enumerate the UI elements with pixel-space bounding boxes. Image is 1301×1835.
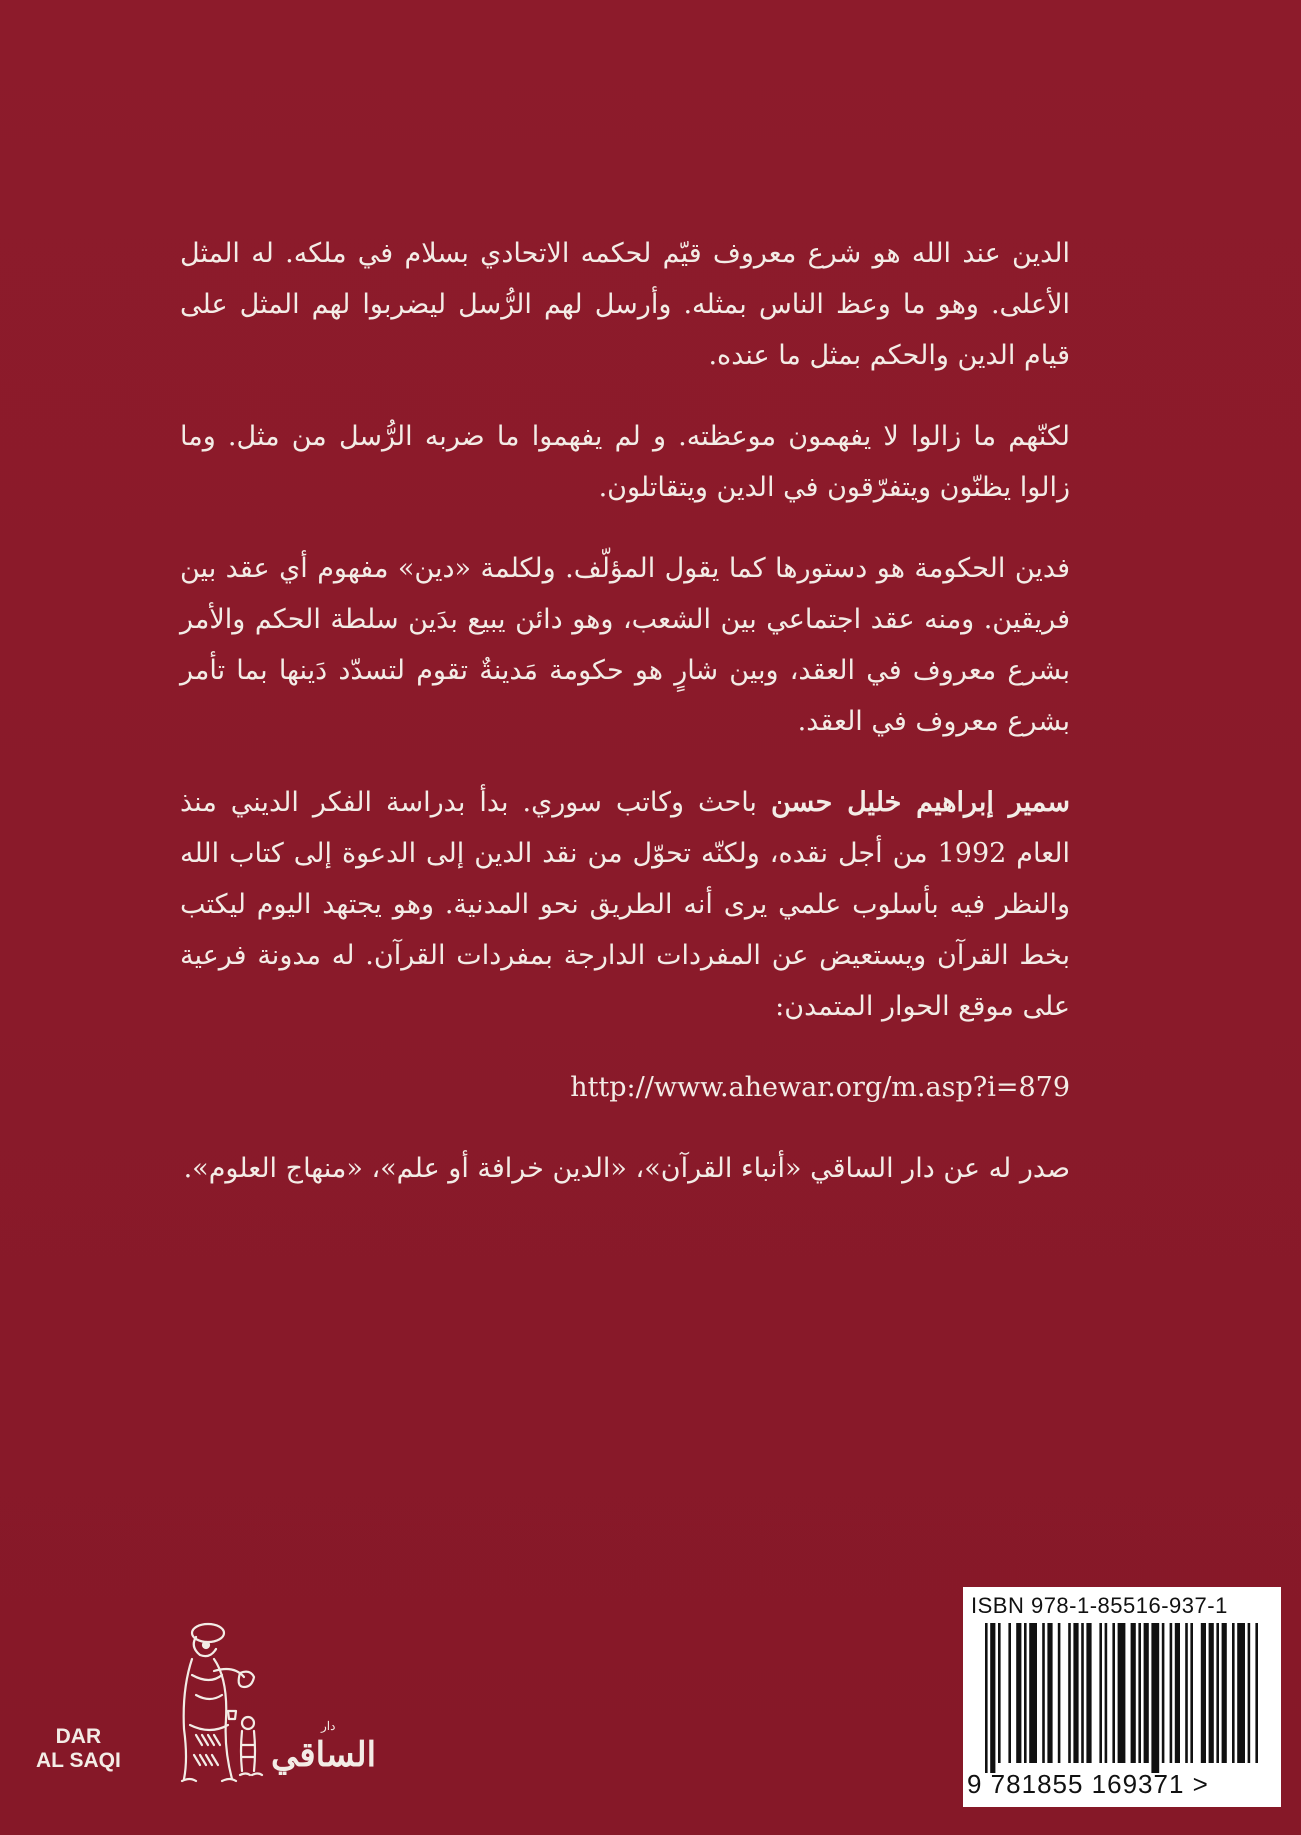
- barcode-bar: [1201, 1623, 1206, 1763]
- isbn-barcode: [963, 1587, 1281, 1807]
- saqi-figure-icon: [156, 1615, 276, 1790]
- barcode-bar: [985, 1623, 988, 1773]
- barcode-bar: [1162, 1623, 1165, 1763]
- barcode-digits: 9 781855 169371 >: [967, 1769, 1209, 1799]
- author-blog-url: http://www.ahewar.org/m.asp?i=879: [570, 1072, 1070, 1103]
- barcode-bar: [1175, 1623, 1180, 1763]
- blurb-paragraph-3: فدين الحكومة هو دستورها كما يقول المؤلّف. ولكلمة «دين» مفهوم أي عقد بين فريقين. ومنه عقد اجتماعي بين الشعب، وهو دائن يبيع بدَين سلطة الحكم والأمر بشرع معروف في العقد، وبين شارٍ هو حكومة مَدينةٌ تقوم لتسدّد دَينها بما تأمر بشرع معروف في العقد.: [180, 553, 1070, 737]
- barcode-bar: [1216, 1623, 1219, 1763]
- author-bio-text: باحث وكاتب سوري. بدأ بدراسة الفكر الديني منذ العام 1992 من أجل نقده، ولكنّه تحوّل من نقد الدين إلى الدعوة إلى كتاب الله والنظر فيه بأسلوب علمي يرى أنه الطريق نحو المدنية. وهو يجتهد اليوم ليكتب بخط القرآن ويستعيض عن المفردات الدارجة بمفردات القرآن. له مدونة فرعية على موقع الحوار المتمدن:: [180, 787, 1070, 1022]
- barcode-bar: [1099, 1623, 1102, 1763]
- barcode-bar: [1086, 1623, 1091, 1763]
- publisher-latin-line-2: AL SAQI: [36, 1749, 121, 1772]
- barcode-bars: [971, 1623, 1271, 1773]
- barcode-bar: [1232, 1623, 1235, 1763]
- barcode-bar: [1209, 1623, 1214, 1763]
- publisher-arabic-name: الساقي: [271, 1735, 377, 1775]
- barcode-bar: [1255, 1623, 1258, 1763]
- barcode-bar: [1185, 1623, 1188, 1763]
- barcode-bar: [1237, 1623, 1245, 1763]
- publisher-logo: [36, 1615, 377, 1805]
- barcode-bar: [1190, 1623, 1193, 1763]
- publisher-latin-name: [36, 1725, 121, 1773]
- barcode-bar: [1118, 1623, 1126, 1763]
- publisher-arabic-prefix: دار: [321, 1719, 336, 1733]
- barcode-bar: [998, 1623, 1001, 1763]
- barcode-bar: [1105, 1623, 1108, 1763]
- barcode-bar: [1058, 1623, 1061, 1763]
- barcode-bar: [1131, 1623, 1136, 1763]
- blurb-paragraph-2: لكنّهم ما زالوا لا يفهمون موعظته. و لم يفهموا ما ضربه الرُّسل من مثل. وما زالوا يظنّون ويتفرّقون في الدين ويتقاتلون.: [180, 421, 1071, 503]
- publications-list: صدر له عن دار الساقي «أنباء القرآن»، «الدين خرافة أو علم»، «منهاج العلوم».: [183, 1153, 1070, 1184]
- author-name: سمير إبراهيم خليل حسن: [770, 787, 1070, 818]
- barcode-bar: [1170, 1623, 1173, 1763]
- barcode-bar: [1016, 1623, 1021, 1763]
- barcode-bar: [1042, 1623, 1045, 1763]
- barcode-bar: [1151, 1623, 1159, 1773]
- barcode-bar: [1112, 1623, 1115, 1763]
- barcode-bar: [1029, 1623, 1037, 1763]
- barcode-bar: [1008, 1623, 1011, 1763]
- isbn-label: ISBN 978-1-85516-937-1: [971, 1593, 1228, 1618]
- barcode-bar: [1073, 1623, 1078, 1763]
- barcode-bar: [1222, 1623, 1227, 1763]
- barcode-bar: [1138, 1623, 1141, 1763]
- blurb-paragraph-1: الدين عند الله هو شرع معروف قيّم لحكمه الاتحادي بسلام في ملكه. له المثل الأعلى. وهو ما وعظ الناس بمثله. وأرسل لهم الرُّسل ليضربوا لهم المثل على قيام الدين والحكم بمثل ما عنده.: [180, 238, 1070, 371]
- barcode-bar: [990, 1623, 995, 1773]
- barcode-bar: [1024, 1623, 1027, 1763]
- blurb-text: [180, 228, 1070, 1224]
- barcode-bar: [1068, 1623, 1071, 1763]
- barcode-bar: [1047, 1623, 1052, 1763]
- author-bio: [180, 777, 1070, 1032]
- barcode-bar: [1144, 1623, 1149, 1763]
- publisher-latin-line-1: DAR: [55, 1725, 102, 1748]
- barcode-bar: [1248, 1623, 1251, 1763]
- barcode-bar: [1081, 1623, 1084, 1763]
